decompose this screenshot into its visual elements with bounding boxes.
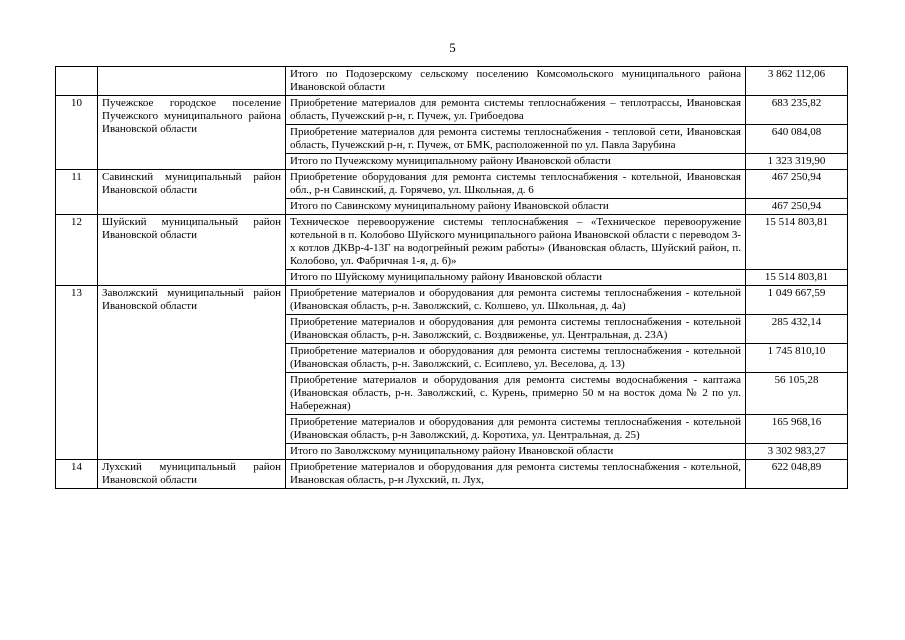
- item-amount-cell: 640 084,08: [746, 125, 848, 154]
- item-description-cell: Приобретение материалов и оборудования для ремонта системы теплоснабжения - котельной, Ивановская область, р-н Лухский, п. Лух,: [286, 460, 746, 489]
- district-cell: Шуйский муниципальный район Ивановской области: [98, 215, 286, 286]
- district-cell: Лухский муниципальный район Ивановской области: [98, 460, 286, 489]
- table-row: [56, 460, 848, 489]
- total-amount-cell: 467 250,94: [746, 199, 848, 215]
- page-number: 5: [449, 40, 456, 55]
- total-description-cell: Итого по Подозерскому сельскому поселению Комсомольского муниципального района Ивановской области: [286, 67, 746, 96]
- item-amount-cell: 165 968,16: [746, 415, 848, 444]
- district-cell: [98, 67, 286, 96]
- total-amount-cell: 1 323 319,90: [746, 154, 848, 170]
- table-row: [56, 170, 848, 199]
- funding-table: [55, 66, 848, 489]
- row-number-cell: 13: [56, 286, 98, 460]
- item-description-cell: Приобретение материалов и оборудования для ремонта системы теплоснабжения - котельной (Ивановская область, р-н Заволжский, д. Коротиха, ул. Центральная, д. 25): [286, 415, 746, 444]
- item-amount-cell: 1 049 667,59: [746, 286, 848, 315]
- row-number-cell: [56, 67, 98, 96]
- district-cell: Заволжский муниципальный район Ивановской области: [98, 286, 286, 460]
- table-row: [56, 286, 848, 315]
- district-cell: Савинский муниципальный район Ивановской области: [98, 170, 286, 215]
- total-amount-cell: 3 862 112,06: [746, 67, 848, 96]
- item-description-cell: Приобретение оборудования для ремонта системы теплоснабжения - котельной, Ивановская обл., р-н Савинский, д. Горячево, ул. Школьная, д. 6: [286, 170, 746, 199]
- district-cell: Пучежское городское поселение Пучежского муниципального района Ивановской области: [98, 96, 286, 170]
- table-row: [56, 96, 848, 125]
- row-number-cell: 12: [56, 215, 98, 286]
- item-description-cell: Приобретение материалов и оборудования для ремонта системы теплоснабжения - котельной (Ивановская область, р-н. Заволжский, с. Воздвиженье, ул. Центральная, д. 23А): [286, 315, 746, 344]
- total-amount-cell: 15 514 803,81: [746, 270, 848, 286]
- item-amount-cell: 1 745 810,10: [746, 344, 848, 373]
- item-description-cell: Техническое перевооружение системы теплоснабжения – «Техническое перевооружение котельной в п. Колобово Шуйского муниципального района Ивановской области с переводом 3-х котлов ДКВр-4-13Г на водогрейный режим работы» (Ивановская область, Шуйский район, п. Колобово, ул. Фабричная 1-я, д. 6)»: [286, 215, 746, 270]
- total-description-cell: Итого по Шуйскому муниципальному району Ивановской области: [286, 270, 746, 286]
- item-amount-cell: 56 105,28: [746, 373, 848, 415]
- item-description-cell: Приобретение материалов для ремонта системы теплоснабжения - тепловой сети, Ивановская область, Пучежский р-н, г. Пучеж, от БМК, расположенной по ул. Павла Зарубина: [286, 125, 746, 154]
- row-number-cell: 10: [56, 96, 98, 170]
- item-description-cell: Приобретение материалов и оборудования для ремонта системы теплоснабжения - котельной (Ивановская область, р-н. Заволжский, с. Колшево, ул. Школьная, д. 4а): [286, 286, 746, 315]
- item-description-cell: Приобретение материалов и оборудования для ремонта системы теплоснабжения - котельной (Ивановская область, р-н. Заволжский, с. Есиплево, ул. Веселова, д. 13): [286, 344, 746, 373]
- item-description-cell: Приобретение материалов для ремонта системы теплоснабжения – теплотрассы, Ивановская область, Пучежский р-н, г. Пучеж, ул. Грибоедова: [286, 96, 746, 125]
- item-amount-cell: 683 235,82: [746, 96, 848, 125]
- table-row: [56, 215, 848, 270]
- item-amount-cell: 467 250,94: [746, 170, 848, 199]
- item-amount-cell: 285 432,14: [746, 315, 848, 344]
- row-number-cell: 11: [56, 170, 98, 215]
- item-description-cell: Приобретение материалов и оборудования для ремонта системы водоснабжения - каптажа (Ивановская область, р-н. Заволжский, с. Курень, примерно 50 м на восток дома № 2 по ул. Набережная): [286, 373, 746, 415]
- item-amount-cell: 15 514 803,81: [746, 215, 848, 270]
- total-amount-cell: 3 302 983,27: [746, 444, 848, 460]
- total-description-cell: Итого по Заволжскому муниципальному району Ивановской области: [286, 444, 746, 460]
- total-description-cell: Итого по Савинскому муниципальному району Ивановской области: [286, 199, 746, 215]
- item-amount-cell: 622 048,89: [746, 460, 848, 489]
- row-number-cell: 14: [56, 460, 98, 489]
- table-row-total: [56, 67, 848, 96]
- total-description-cell: Итого по Пучежскому муниципальному району Ивановской области: [286, 154, 746, 170]
